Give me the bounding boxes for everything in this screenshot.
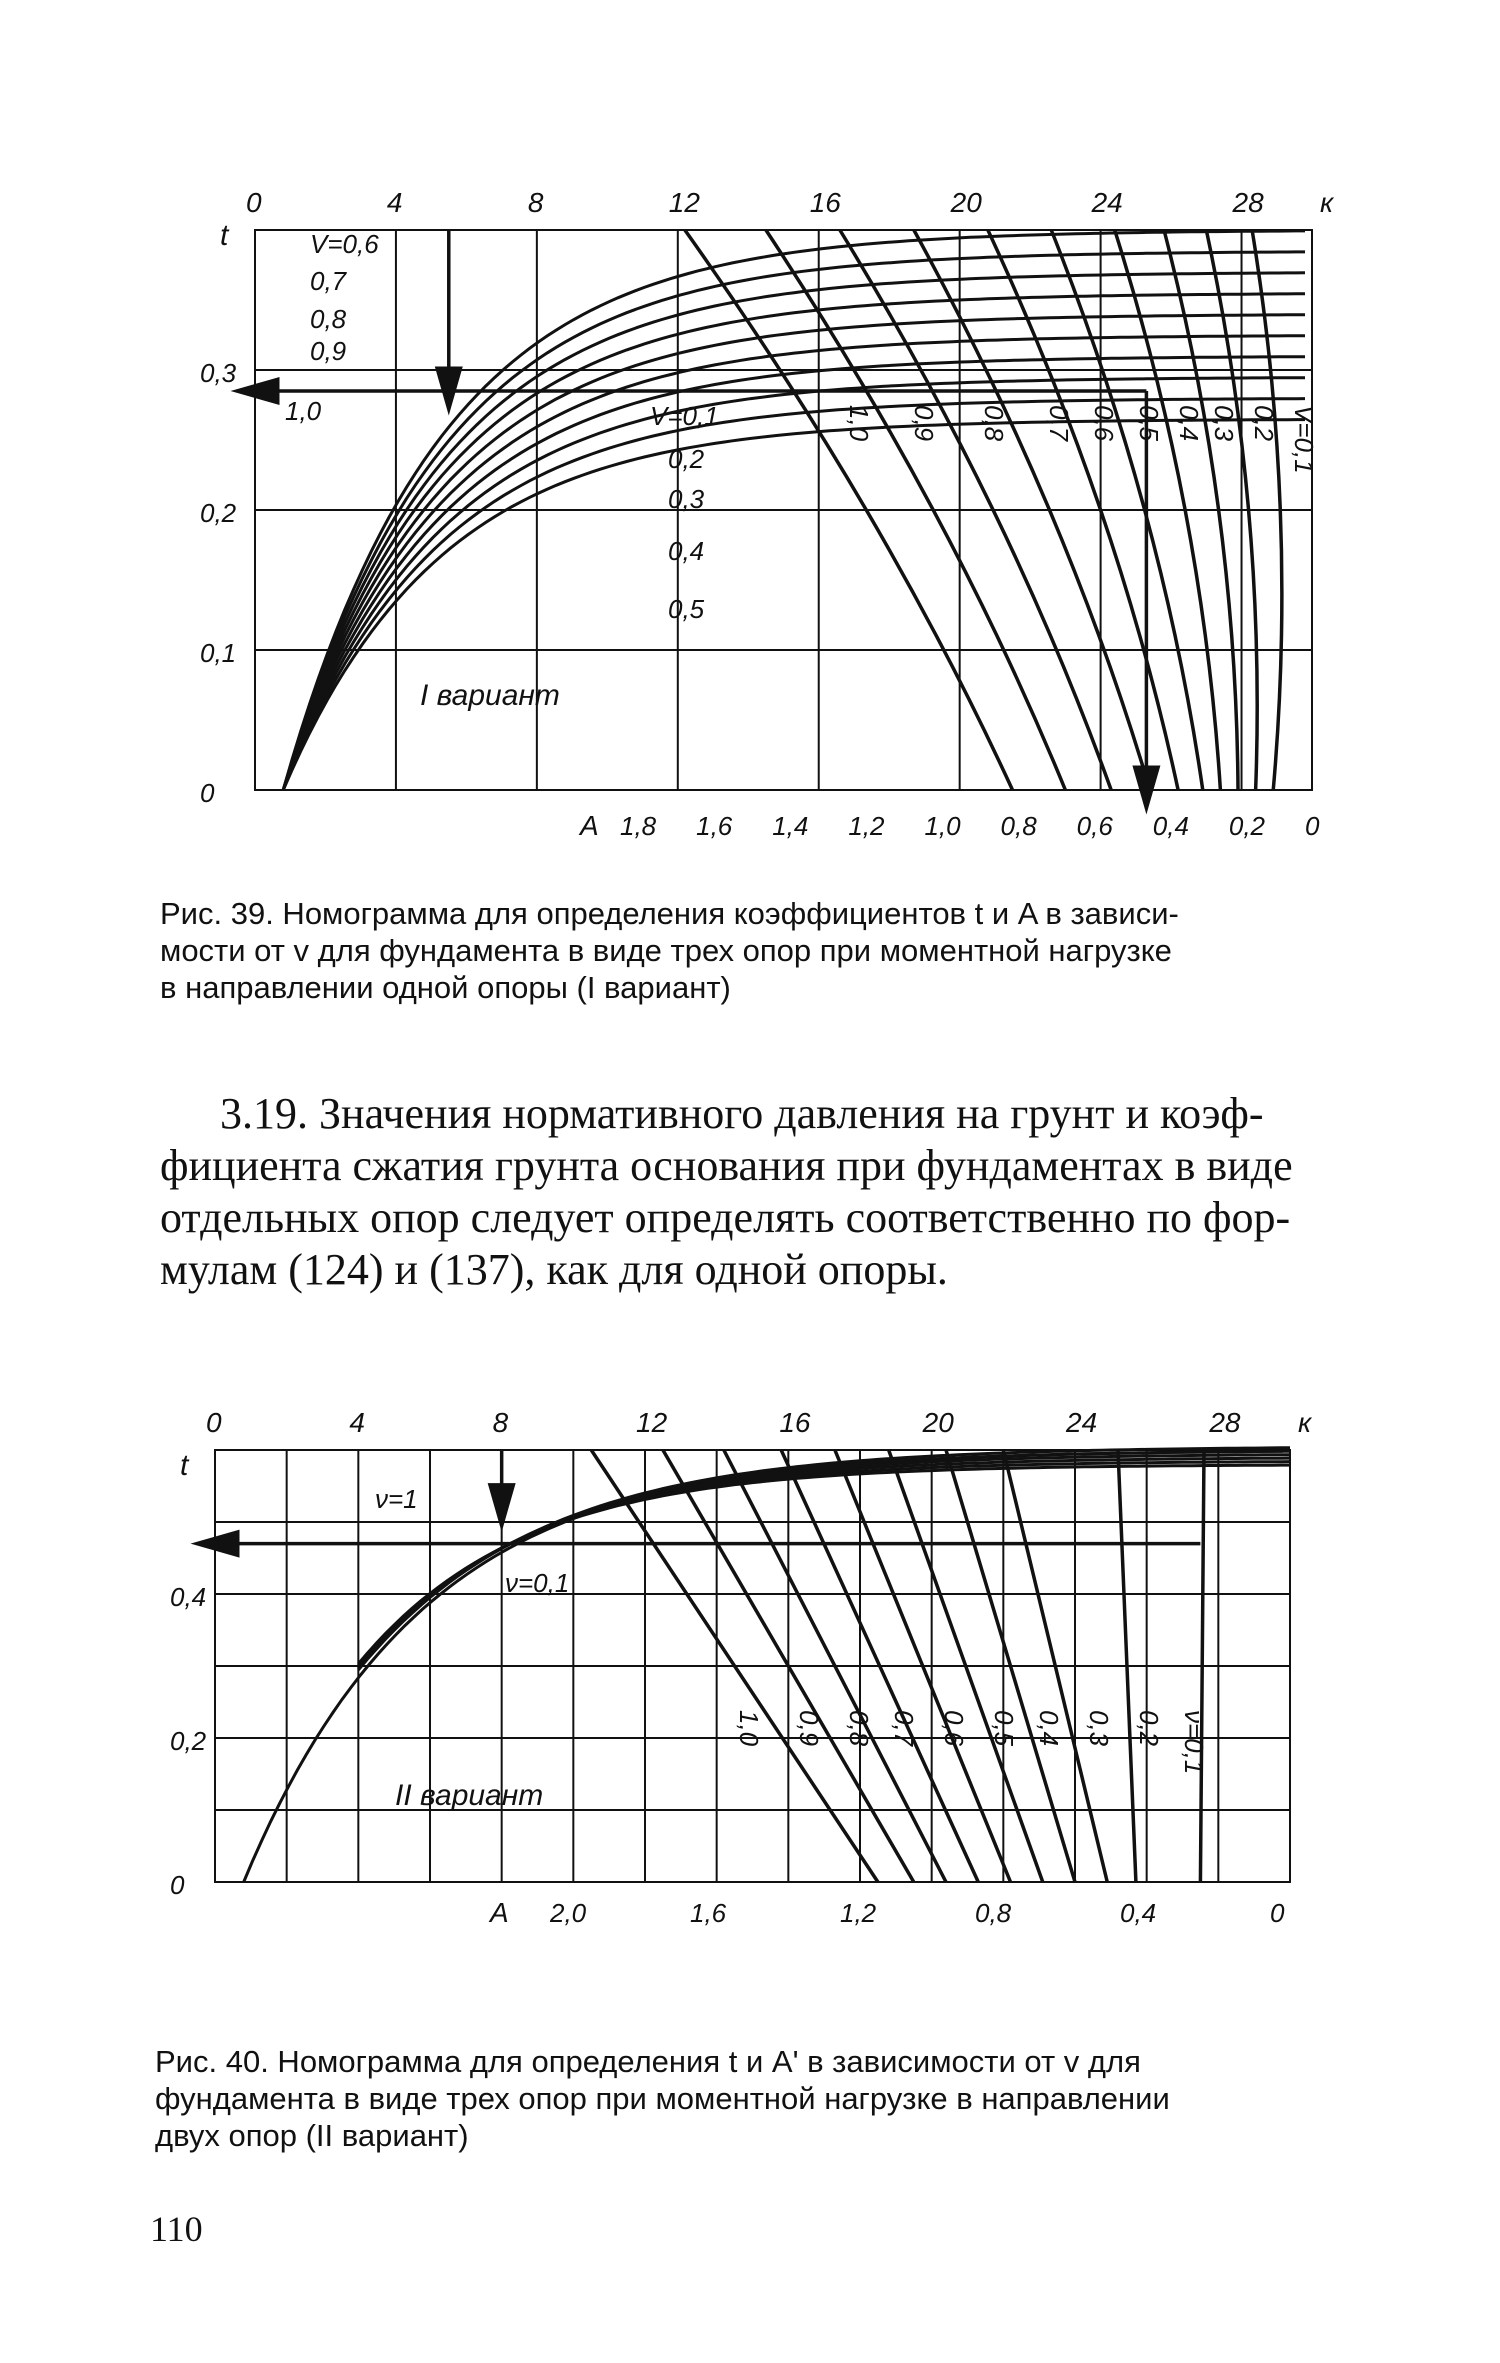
- A-line-label: 0,3: [1209, 405, 1239, 442]
- body-paragraph: [160, 1088, 1340, 1296]
- k-tick-label: 12: [668, 187, 700, 218]
- curve-label: 0,3: [668, 484, 705, 514]
- paragraph-line: фициента сжатия грунта основания при фундаментах в виде: [160, 1141, 1293, 1190]
- curve-label: 0,2: [668, 444, 705, 474]
- A-tick-label: 0: [1270, 1898, 1285, 1928]
- k-tick-label: 24: [1091, 187, 1123, 218]
- curve-label: 0,4: [668, 536, 705, 566]
- A-line-label: 0,8: [844, 1710, 874, 1747]
- k-axis-label: к: [1320, 187, 1334, 218]
- caption-line: в направлении одной опоры (I вариант): [160, 970, 731, 1005]
- caption-line: двух опор (II вариант): [155, 2118, 469, 2153]
- A-line-label: 1,0: [734, 1710, 764, 1747]
- t-axis-label: t: [180, 1449, 189, 1482]
- k-tick-label: 24: [1066, 1407, 1098, 1438]
- A-line-label: 0,9: [909, 405, 939, 442]
- curve-label: ν=0,1: [505, 1568, 570, 1598]
- A-line-label: 0,4: [1034, 1710, 1064, 1747]
- caption-line: фундамента в виде трех опор при моментной нагрузке в направлении: [155, 2081, 1170, 2116]
- A-line-label: 0,2: [1134, 1710, 1164, 1747]
- A-line-label: 0,6: [1089, 405, 1119, 442]
- A-tick-label: 1,4: [772, 811, 809, 841]
- A-tick-label: 1,6: [690, 1898, 727, 1928]
- paragraph-line: отдельных опор следует определять соответственно по фор-: [160, 1193, 1291, 1242]
- page-number: 110: [150, 2209, 203, 2249]
- curve-label: 0,7: [310, 266, 347, 296]
- t-curve: [358, 1448, 1290, 1670]
- k-tick-label: 0: [246, 187, 262, 218]
- paragraph-line: мулам (124) и (137), как для одной опоры.: [160, 1245, 948, 1294]
- A-line: [1200, 1450, 1204, 1882]
- A-tick-label: 0: [1305, 811, 1320, 841]
- k-axis-label: к: [1298, 1407, 1312, 1438]
- A-tick-label: 0,2: [1228, 811, 1266, 841]
- t-curve: [283, 336, 1305, 790]
- caption-line: мости от v для фундамента в виде трех опор при моментной нагрузке: [160, 933, 1172, 968]
- A-axis-label: A: [490, 1897, 509, 1928]
- curve-label: V=0,6: [310, 229, 379, 259]
- k-tick-label: 28: [1209, 1407, 1241, 1438]
- k-tick-label: 28: [1232, 187, 1264, 218]
- figure-40-nomogram: [0, 1380, 1500, 1960]
- A-line-label: 0,8: [979, 405, 1009, 442]
- t-axis-label: t: [220, 219, 229, 252]
- k-tick-label: 4: [386, 187, 403, 218]
- A-tick-label: 1,0: [924, 811, 961, 841]
- curve-label: ν=1: [375, 1484, 418, 1514]
- variant-label: I вариант: [420, 679, 560, 712]
- t-tick-label: 0,2: [200, 498, 237, 528]
- t-curve: [358, 1455, 1290, 1668]
- A-line-label: 0,6: [939, 1710, 969, 1747]
- A-tick-label: 0,8: [1000, 811, 1037, 841]
- t-tick-label: 0,1: [200, 638, 237, 668]
- A-line-label: 0,2: [1249, 405, 1279, 442]
- A-line-label: 0,4: [1174, 405, 1204, 442]
- figure-39-nomogram: [0, 0, 1500, 900]
- A-tick-label: 0,6: [1076, 811, 1113, 841]
- t-tick-label: 0,3: [200, 358, 237, 388]
- A-line-label: 0,5: [989, 1710, 1019, 1747]
- paragraph-line: 3.19. Значения нормативного давления на грунт и коэф-: [220, 1089, 1264, 1138]
- t-curve: [358, 1465, 1290, 1664]
- A-tick-label: 1,2: [840, 1898, 877, 1928]
- A-tick-label: 1,6: [696, 811, 733, 841]
- k-tick-label: 8: [527, 187, 544, 218]
- t-curve: [283, 315, 1305, 790]
- A-tick-label: 1,8: [620, 811, 657, 841]
- A-line-label: 0,7: [1044, 405, 1074, 442]
- t-curve: [358, 1462, 1290, 1666]
- k-tick-label: 0: [206, 1407, 222, 1438]
- caption-fig-40: [155, 2043, 1345, 2154]
- curve-label: 1,0: [285, 396, 322, 426]
- curve-label: V=0,1: [650, 401, 719, 431]
- t-tick-label: 0: [170, 1870, 185, 1900]
- A-tick-label: 0,4: [1152, 811, 1189, 841]
- A-line-label: ν=0,1: [1179, 1710, 1209, 1775]
- A-line-label: 0,3: [1084, 1710, 1114, 1747]
- t-curve: [358, 1451, 1290, 1669]
- k-tick-label: 4: [349, 1407, 365, 1438]
- t-curve: [358, 1458, 1290, 1666]
- k-tick-label: 12: [636, 1407, 668, 1438]
- k-tick-label: 20: [950, 187, 982, 218]
- curve-label: 0,8: [310, 304, 347, 334]
- A-tick-label: 1,2: [848, 811, 885, 841]
- caption-fig-39: [160, 895, 1340, 1006]
- A-line-label: V=0,1: [1289, 405, 1319, 474]
- t-tick-label: 0: [200, 778, 215, 808]
- A-line-label: 0,5: [1134, 405, 1164, 442]
- A-tick-label: 2,0: [550, 1898, 587, 1928]
- A-line-label: 0,7: [889, 1710, 919, 1747]
- caption-line: Рис. 40. Номограмма для определения t и A' в зависимости от v для: [155, 2044, 1141, 2079]
- curve-label: 0,5: [668, 594, 705, 624]
- A-axis-label: A: [580, 810, 599, 841]
- caption-line: Рис. 39. Номограмма для определения коэффициентов t и A в зависи-: [160, 896, 1179, 931]
- k-tick-label: 8: [492, 1407, 509, 1438]
- t-tick-label: 0,4: [170, 1582, 207, 1612]
- k-tick-label: 16: [779, 1407, 811, 1438]
- variant-label: II вариант: [395, 1779, 544, 1812]
- t-curve: [283, 420, 1305, 790]
- t-tick-label: 0,2: [170, 1726, 207, 1756]
- curve-label: 0,9: [310, 336, 347, 366]
- A-line-label: 0,9: [794, 1710, 824, 1747]
- A-tick-label: 0,4: [1120, 1898, 1157, 1928]
- k-tick-label: 16: [809, 187, 841, 218]
- k-tick-label: 20: [922, 1407, 954, 1438]
- A-line-label: 1,0: [844, 405, 874, 442]
- A-tick-label: 0,8: [975, 1898, 1012, 1928]
